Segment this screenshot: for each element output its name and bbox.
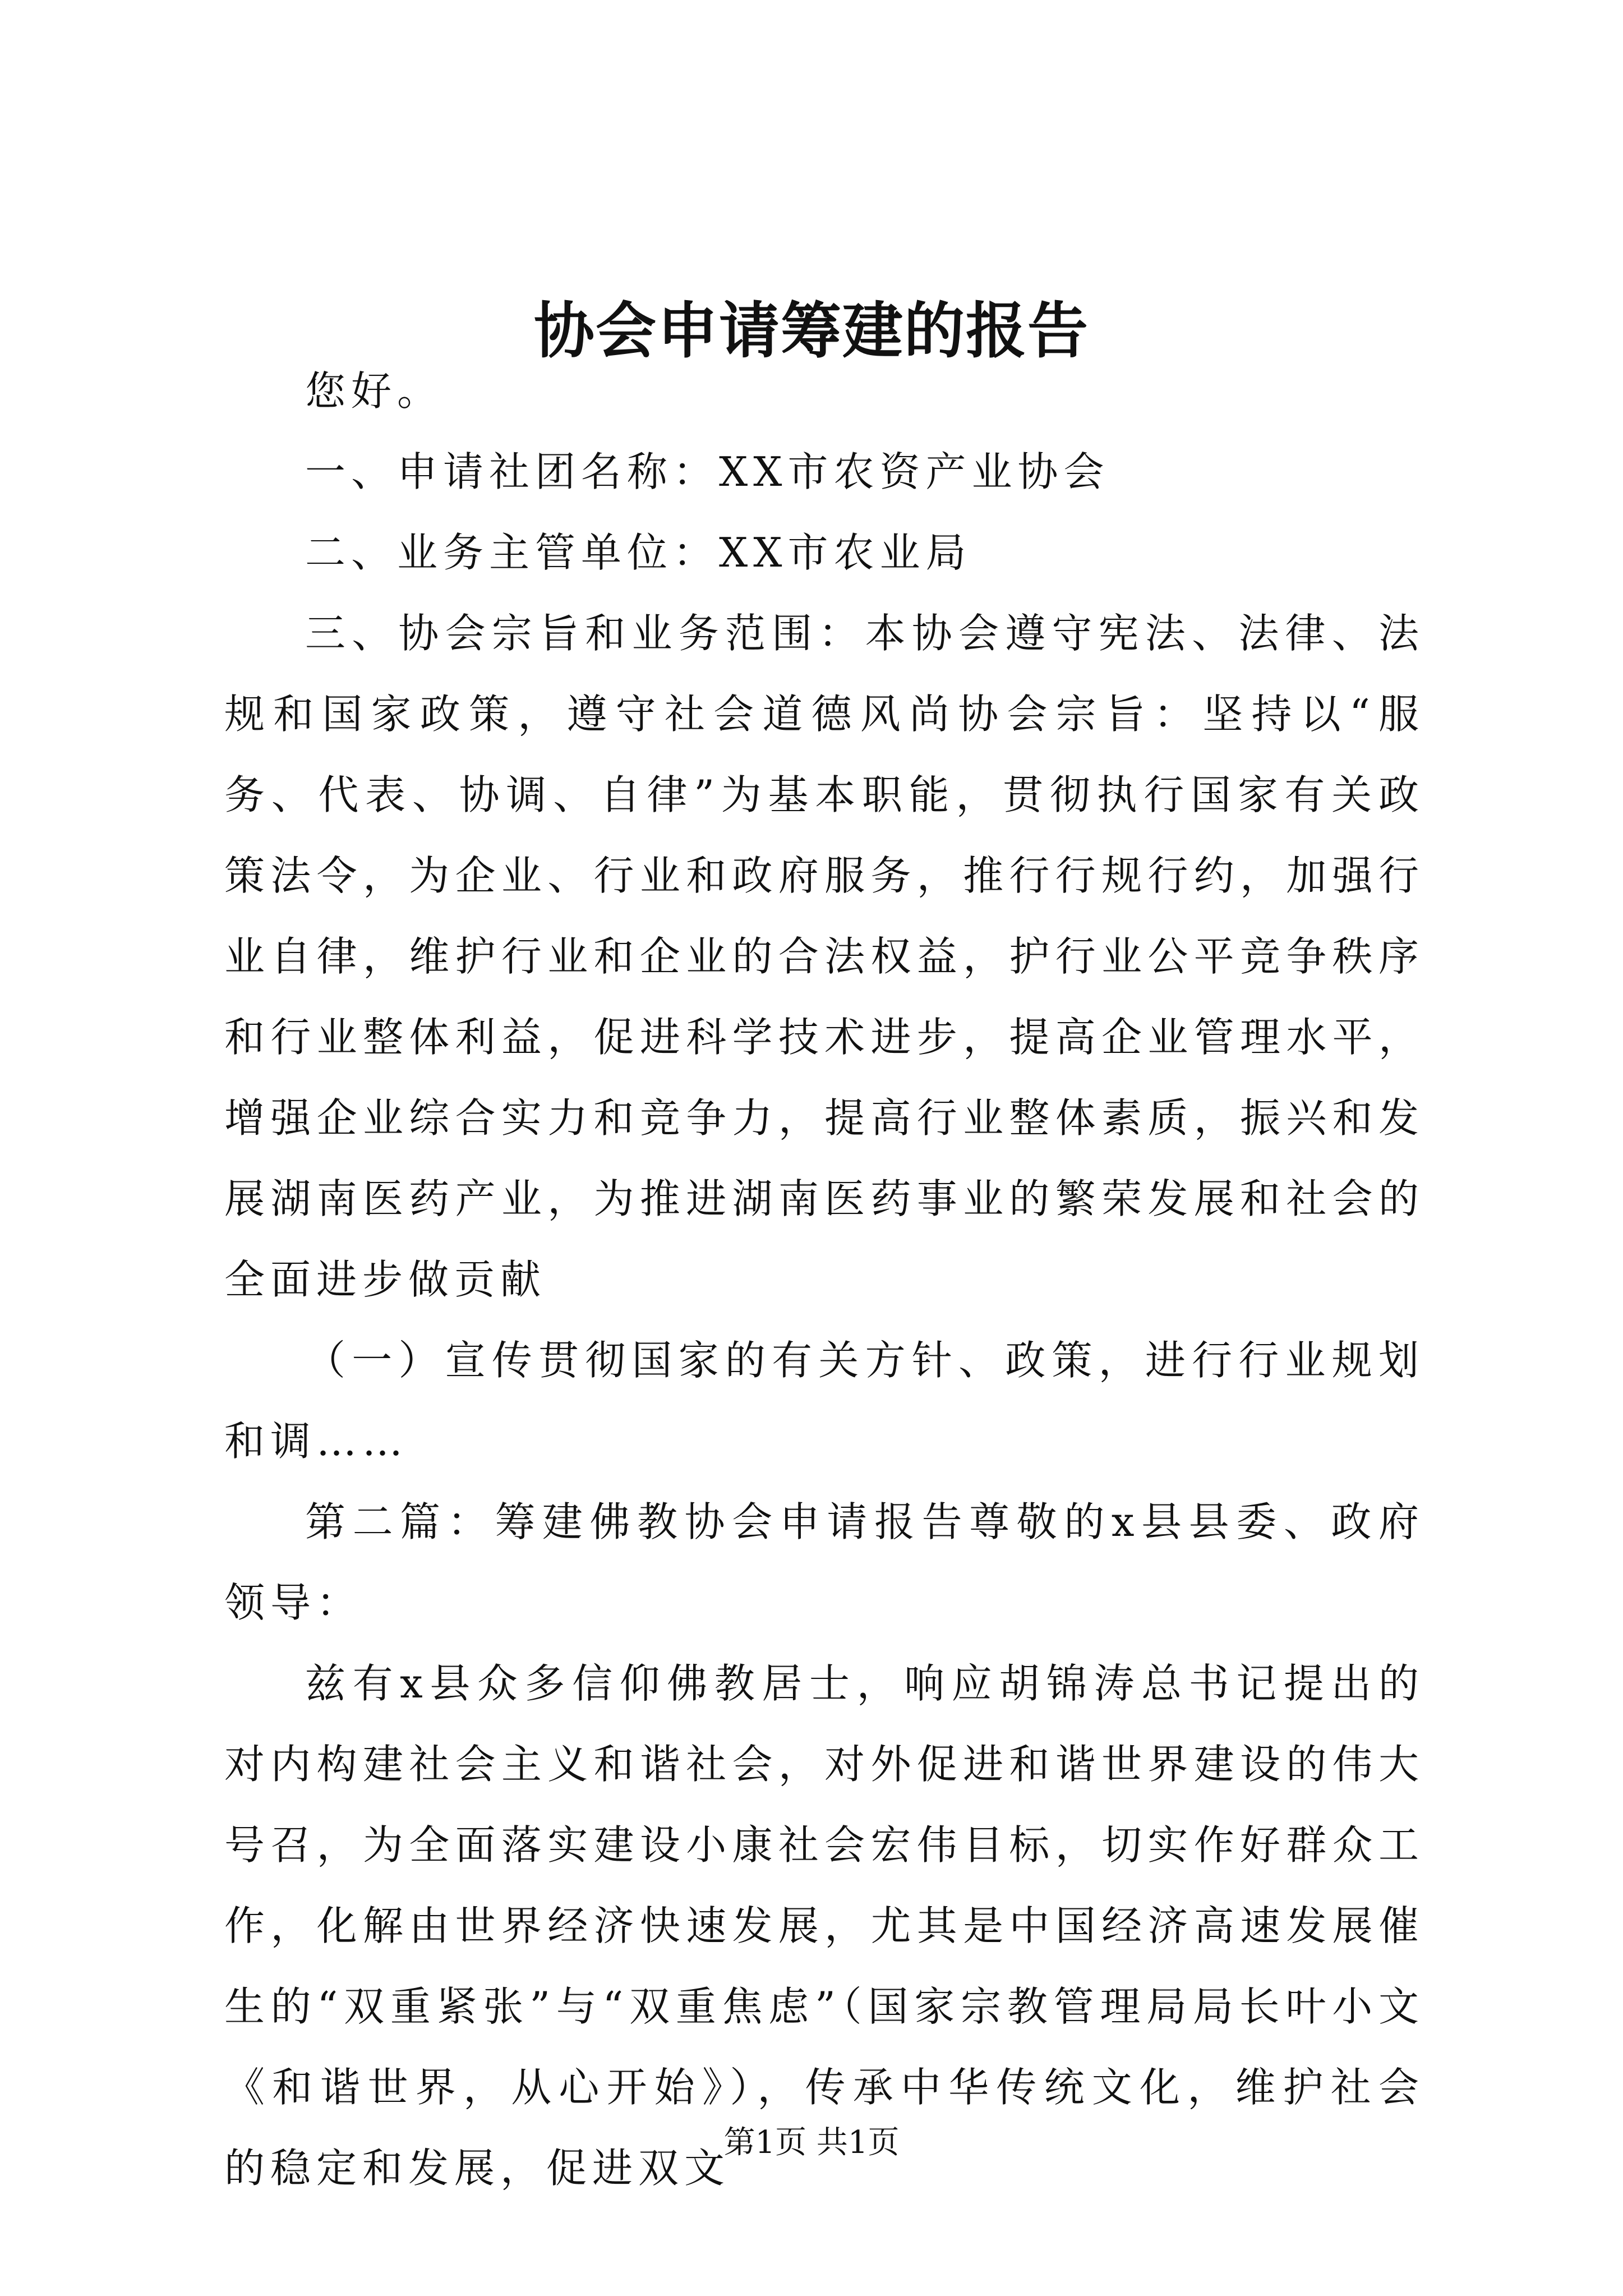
paragraph-greeting: 您好。 — [305, 367, 444, 415]
paragraph-second-article-body: 兹有x县众多信仰佛教居士，响应胡锦涛总书记提出的对内构建社会主义和谐社会，对外促进和谐世界建设的伟大号召，为全面落实建设小康社会宏伟目标，切实作好群众工作，化解由世界经济快速发展，尤其是中国经济高速发展催生的“双重紧张”与“双重焦虑”（国家宗教管理局局长叶小文《和谐世界，从心开始》），传承中华传统文化，维护社会的稳定和发展，促进双文 — [224, 1660, 1424, 2192]
paragraph-supervising-unit: 二、业务主管单位：XX市农业局 — [305, 529, 972, 576]
document-title: 协会申请筹建的报告 — [533, 296, 1089, 366]
document-body — [224, 351, 1424, 2208]
paragraph-second-article-heading: 第二篇：筹建佛教协会申请报告尊敬的x县县委、政府领导： — [224, 1498, 1424, 1626]
page-number-footer: 第1页 共1页 — [723, 2124, 900, 2161]
paragraph-org-name: 一、申请社团名称：XX市农资产业协会 — [305, 448, 1110, 495]
paragraph-item-one: （一）宣传贯彻国家的有关方针、政策，进行行业规划和调…… — [224, 1337, 1424, 1465]
paragraph-purpose-scope: 三、协会宗旨和业务范围：本协会遵守宪法、法律、法规和国家政策，遵守社会道德风尚协会宗旨：坚持以“服务、代表、协调、自律”为基本职能，贯彻执行国家有关政策法令，为企业、行业和政府服务，推行行规行约，加强行业自律，维护行业和企业的合法权益，护行业公平竞争秩序和行业整体利益，促进科学技术进步，提高企业管理水平，增强企业综合实力和竞争力，提高行业整体素质，振兴和发展湖南医药产业，为推进湖南医药事业的繁荣发展和社会的全面进步做贡献 — [224, 610, 1424, 1303]
